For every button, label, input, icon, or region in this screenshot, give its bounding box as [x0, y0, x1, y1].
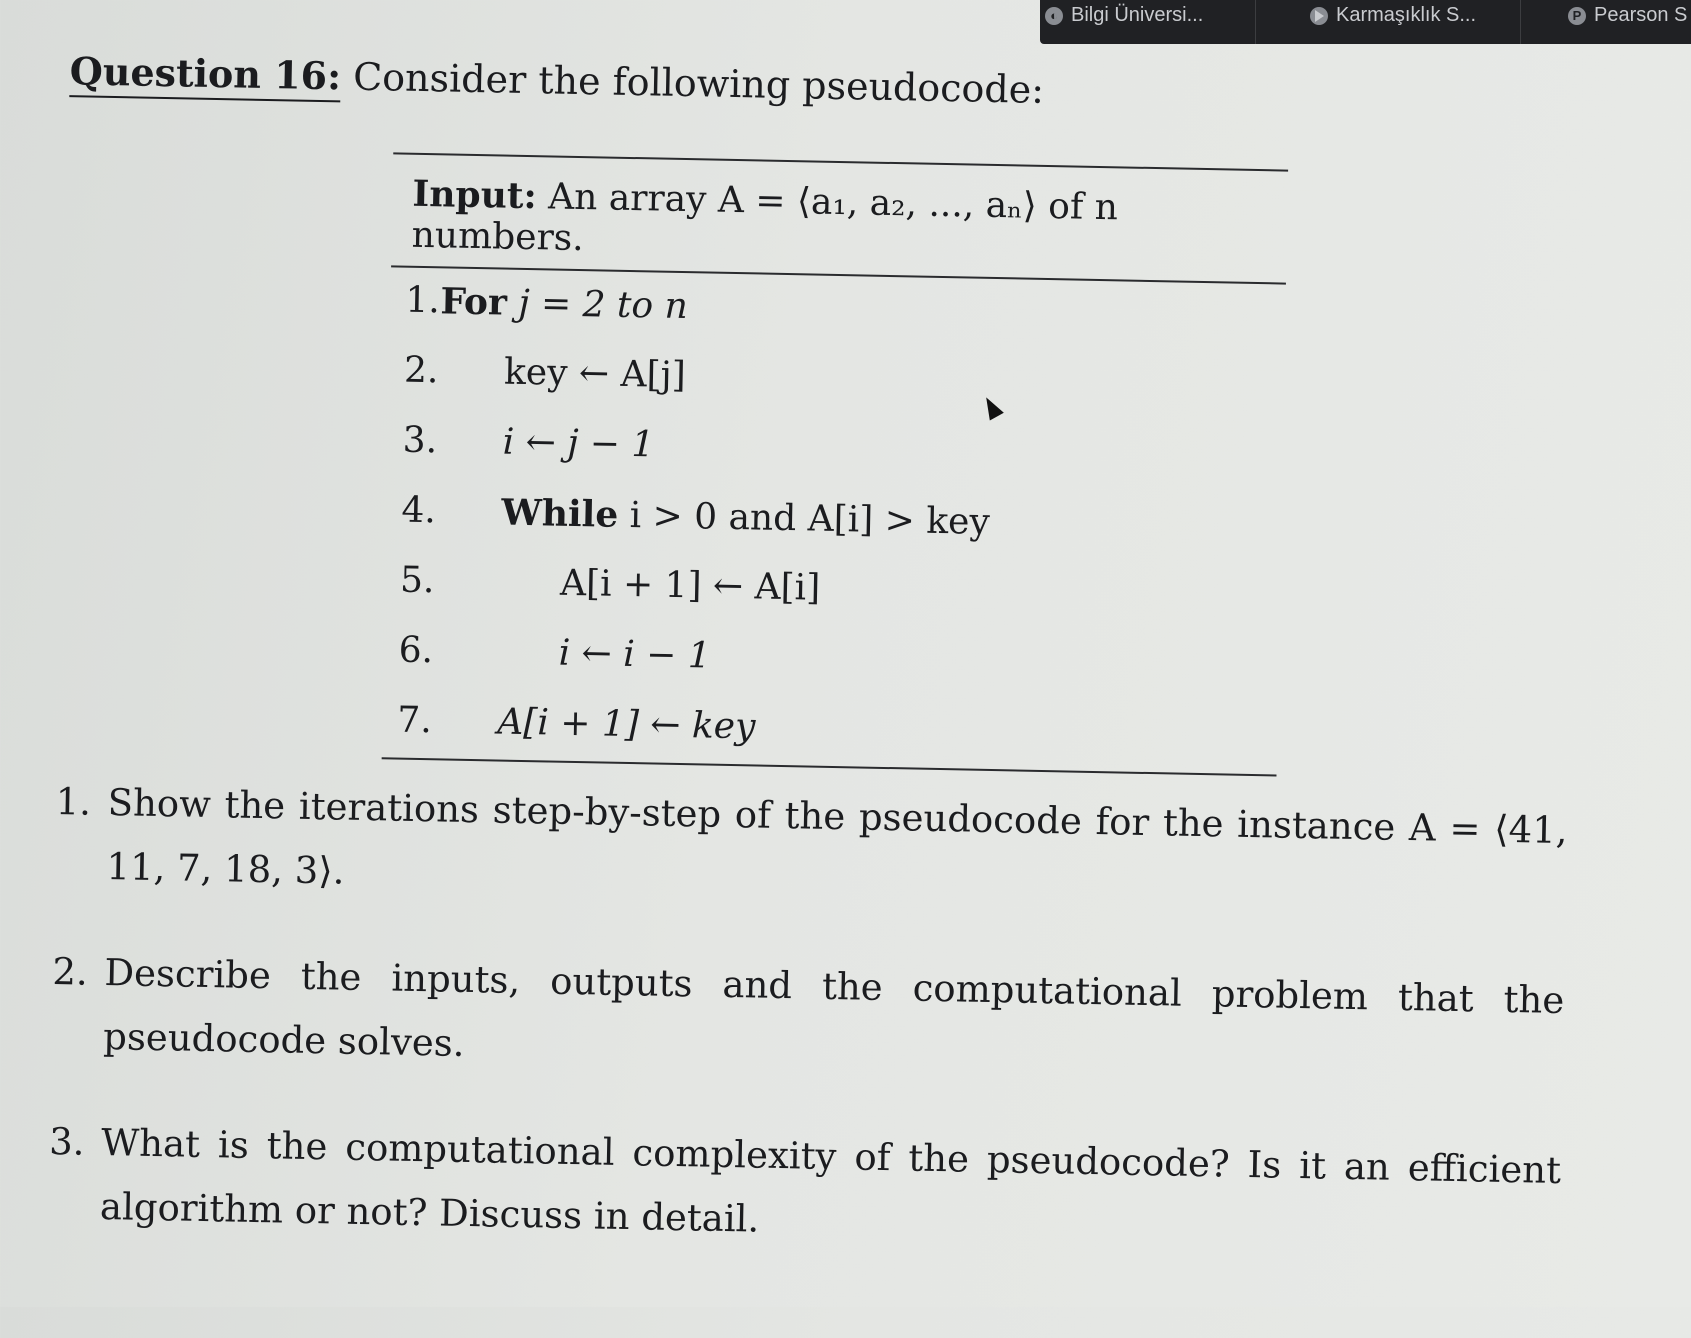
- line-number: 5.: [399, 559, 435, 602]
- line-number: 3.: [402, 419, 438, 462]
- line-code: A[i + 1] ← key: [496, 701, 756, 748]
- input-text: An array A = ⟨a₁, a₂, ..., aₙ⟩ of n numbers.: [411, 176, 1119, 260]
- question-list: [47, 770, 1568, 1309]
- item-number: 3.: [48, 1119, 85, 1164]
- item-number: 1.: [55, 780, 92, 824]
- list-item: [54, 770, 1568, 927]
- line-number: 1.: [405, 279, 441, 322]
- bookmark-label: Karmaşıklık S...: [1336, 4, 1477, 26]
- play-icon: [1310, 7, 1328, 25]
- bookmark-label: Bilgi Üniversi...: [1071, 4, 1204, 26]
- item-text: Describe the inputs, outputs and the computational problem that the pseudocode solves.: [102, 951, 1565, 1065]
- line-number: 7.: [396, 699, 433, 742]
- pseudocode-block: [382, 152, 1288, 776]
- bookmark-label: Pearson S: [1594, 4, 1688, 26]
- line-code: j = 2 to n: [518, 282, 689, 328]
- list-item: [47, 1110, 1562, 1267]
- line-keyword: While: [500, 491, 619, 536]
- item-number: 2.: [52, 950, 89, 994]
- line-number: 2.: [403, 349, 439, 392]
- bookmark-pearson[interactable]: [1568, 4, 1687, 27]
- line-code: key ← A[j]: [503, 351, 687, 397]
- line-code: i ← i − 1: [558, 632, 712, 677]
- question-heading: [69, 48, 1044, 112]
- line-code: i ← j − 1: [502, 421, 655, 466]
- question-label: Question 16:: [69, 48, 341, 102]
- line-number: 4.: [401, 489, 437, 532]
- list-item: [51, 940, 1565, 1097]
- question-prompt: Consider the following pseudocode:: [352, 54, 1045, 112]
- line-keyword: For: [440, 280, 508, 324]
- line-number: 6.: [398, 629, 434, 672]
- item-text: What is the computational complexity of the pseudocode? Is it an efficient algorithm or not? Discuss in detail.: [99, 1120, 1562, 1241]
- algorithm-input: [391, 154, 1288, 282]
- input-label: Input:: [412, 172, 538, 218]
- item-text: Show the iterations step-by-step of the pseudocode for the instance A = ⟨41, 11, 7, 18, 3⟩.: [106, 781, 1568, 893]
- line-code: A[i + 1] ← A[i]: [559, 562, 821, 609]
- line-code: i > 0 and A[i] > key: [629, 495, 991, 543]
- globe-icon: ◐: [1045, 7, 1063, 25]
- pearson-icon: P: [1568, 7, 1586, 25]
